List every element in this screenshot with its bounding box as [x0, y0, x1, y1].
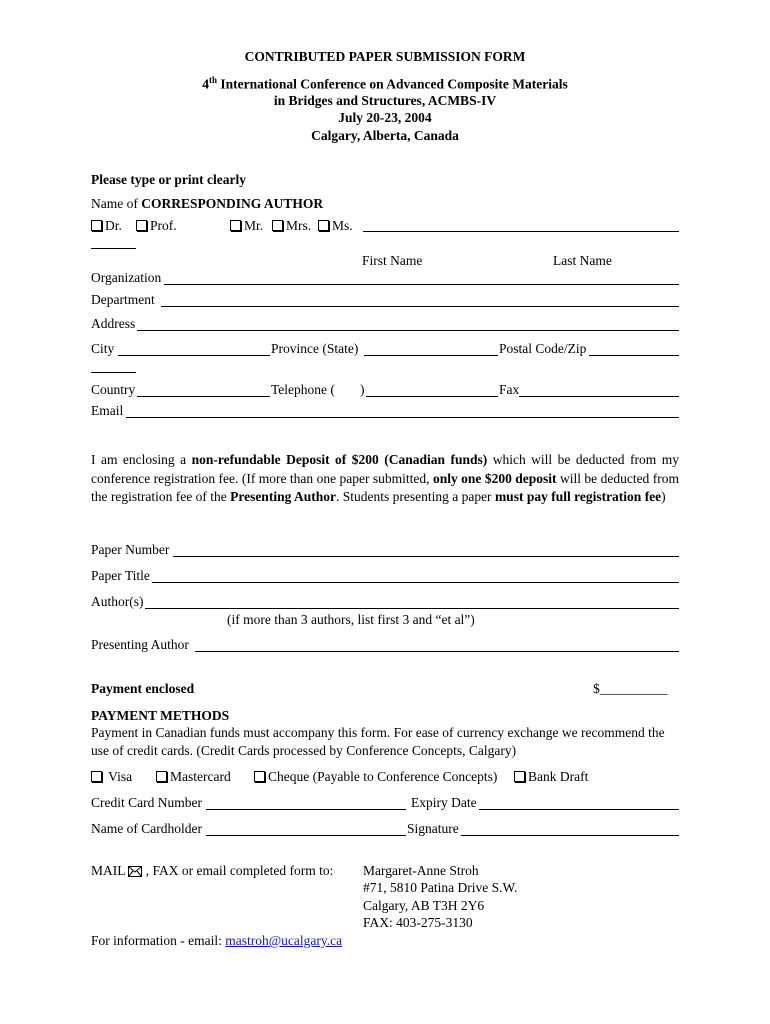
info-email-line — [91, 933, 342, 949]
deposit-amount-bold: non-refundable Deposit of $200 (Canadian funds) — [191, 452, 488, 467]
email-input-line[interactable] — [126, 417, 679, 418]
name-input-line[interactable] — [363, 231, 679, 232]
title-option-mrs[interactable] — [272, 218, 311, 234]
info-email-link[interactable]: mastroh@ucalgary.ca — [225, 933, 343, 948]
mail-address-name: Margaret-Anne Stroh — [363, 863, 479, 878]
province-label: Province (State) — [271, 341, 359, 356]
city-label: City — [91, 341, 115, 356]
payment-methods-heading: PAYMENT METHODS — [91, 708, 230, 723]
title-option-prof[interactable] — [136, 218, 177, 234]
mastercard-label: Mastercard — [170, 769, 231, 784]
card-number-label: Credit Card Number — [91, 795, 202, 810]
address-label: Address — [91, 316, 136, 331]
paper-number-label: Paper Number — [91, 542, 170, 557]
conference-dates: July 20-23, 2004 — [338, 110, 432, 125]
deposit-single-bold: only one $200 deposit — [432, 470, 557, 486]
deposit-text: ) — [661, 489, 666, 504]
checkbox-icon[interactable] — [91, 220, 102, 231]
deposit-text: I am enclosing a — [91, 452, 192, 467]
expiry-label: Expiry Date — [411, 795, 477, 810]
last-name-caption: Last Name — [553, 253, 612, 268]
checkbox-icon[interactable] — [318, 220, 329, 231]
corresponding-author-heading — [91, 196, 323, 212]
country-label: Country — [91, 382, 136, 397]
title-mrs-label: Mrs. — [286, 218, 312, 233]
title-option-dr[interactable] — [91, 218, 122, 234]
payment-option-bank-draft[interactable] — [514, 769, 588, 785]
city-input-line[interactable] — [118, 355, 270, 356]
postal-input-line[interactable] — [589, 355, 679, 356]
conference-title-line2: in Bridges and Structures, ACMBS-IV — [273, 93, 497, 108]
deposit-text: . Students presenting a paper — [335, 489, 495, 504]
conference-title-rest: International Conference on Advanced Composite Materials — [217, 76, 568, 92]
authors-label: Author(s) — [91, 594, 144, 609]
name-input-line-continued[interactable] — [91, 248, 136, 249]
visa-label: Visa — [108, 769, 133, 784]
checkbox-icon[interactable] — [91, 771, 102, 782]
checkbox-icon[interactable] — [272, 220, 283, 231]
paper-title-input-line[interactable] — [152, 582, 679, 583]
department-label: Department — [91, 292, 155, 307]
fax-label: Fax — [499, 382, 520, 397]
deposit-text: which will be deducted from my conference registration fee. (If more than one paper submitted, — [91, 452, 679, 486]
students-full-fee-bold: must pay full registration fee — [494, 489, 662, 504]
signature-label: Signature — [407, 821, 459, 836]
conference-number-suffix: th — [209, 75, 218, 85]
department-input-line[interactable] — [161, 306, 679, 307]
conference-location: Calgary, Alberta, Canada — [311, 128, 459, 143]
country-input-line[interactable] — [137, 396, 270, 397]
payment-enclosed-label: Payment enclosed — [91, 681, 195, 696]
title-mr-label: Mr. — [244, 218, 264, 233]
corresponding-author-label: CORRESPONDING AUTHOR — [141, 196, 324, 211]
signature-input-line[interactable] — [461, 835, 679, 836]
title-prof-label: Prof. — [150, 218, 177, 233]
envelope-icon — [128, 866, 142, 877]
telephone-input-line[interactable] — [366, 396, 498, 397]
title-ms-label: Ms. — [332, 218, 353, 233]
telephone-label: Telephone ( — [271, 382, 335, 397]
checkbox-icon[interactable] — [156, 771, 167, 782]
payment-option-visa[interactable] — [91, 769, 132, 785]
organization-label: Organization — [91, 270, 162, 285]
checkbox-icon[interactable] — [514, 771, 525, 782]
cardholder-label: Name of Cardholder — [91, 821, 202, 836]
checkbox-icon[interactable] — [230, 220, 241, 231]
payment-amount-field[interactable]: $__________ — [593, 681, 668, 696]
province-input-line[interactable] — [364, 355, 498, 356]
name-of-label: Name of — [91, 196, 142, 211]
deposit-text: will be deducted from the registration fee of the — [91, 470, 679, 504]
expiry-input-line[interactable] — [479, 809, 679, 810]
postal-input-line-continued[interactable] — [91, 372, 136, 373]
postal-label: Postal Code/Zip — [499, 341, 587, 356]
card-number-input-line[interactable] — [206, 809, 406, 810]
payment-option-mastercard[interactable] — [156, 769, 231, 785]
mail-address-street: #71, 5810 Patina Drive S.W. — [363, 880, 518, 895]
authors-note: (if more than 3 authors, list first 3 and “et al”) — [227, 612, 475, 627]
payment-option-cheque[interactable] — [254, 769, 497, 785]
title-option-mr[interactable] — [230, 218, 263, 234]
mail-address-fax: FAX: 403-275-3130 — [363, 915, 473, 930]
presenting-author-label: Presenting Author — [91, 637, 189, 652]
checkbox-icon[interactable] — [136, 220, 147, 231]
paper-title-label: Paper Title — [91, 568, 150, 583]
email-label: Email — [91, 403, 124, 418]
mail-address-city: Calgary, AB T3H 2Y6 — [363, 898, 485, 913]
bank-draft-label: Bank Draft — [528, 769, 589, 784]
checkbox-icon[interactable] — [254, 771, 265, 782]
fax-input-line[interactable] — [519, 396, 679, 397]
instructions: Please type or print clearly — [91, 172, 246, 187]
conference-number: 4 — [202, 76, 209, 92]
telephone-close-paren: ) — [360, 382, 365, 397]
organization-input-line[interactable] — [164, 284, 679, 285]
cheque-label: Cheque (Payable to Conference Concepts) — [268, 769, 498, 784]
address-input-line[interactable] — [137, 330, 679, 331]
fax-email-label: , FAX or email completed form to: — [142, 863, 334, 878]
info-email-label: For information - email: — [91, 933, 226, 948]
title-option-ms[interactable] — [318, 218, 353, 234]
presenting-author-input-line[interactable] — [195, 651, 679, 652]
deposit-paragraph — [91, 451, 679, 507]
mail-label: MAIL — [91, 863, 129, 878]
title-dr-label: Dr. — [105, 218, 122, 233]
authors-input-line[interactable] — [145, 608, 679, 609]
payment-methods-text: Payment in Canadian funds must accompany this form. For ease of currency exchange we recommend the use of credit cards. (Credit Cards processed by Conference Concepts, Calgary) — [91, 725, 665, 758]
mail-instructions — [91, 863, 333, 879]
conference-title-line1 — [0, 75, 770, 93]
cardholder-input-line[interactable] — [206, 835, 406, 836]
presenting-author-bold: Presenting Author — [230, 489, 336, 504]
paper-number-input-line[interactable] — [173, 556, 679, 557]
first-name-caption: First Name — [362, 253, 423, 268]
form-title: CONTRIBUTED PAPER SUBMISSION FORM — [244, 49, 526, 64]
